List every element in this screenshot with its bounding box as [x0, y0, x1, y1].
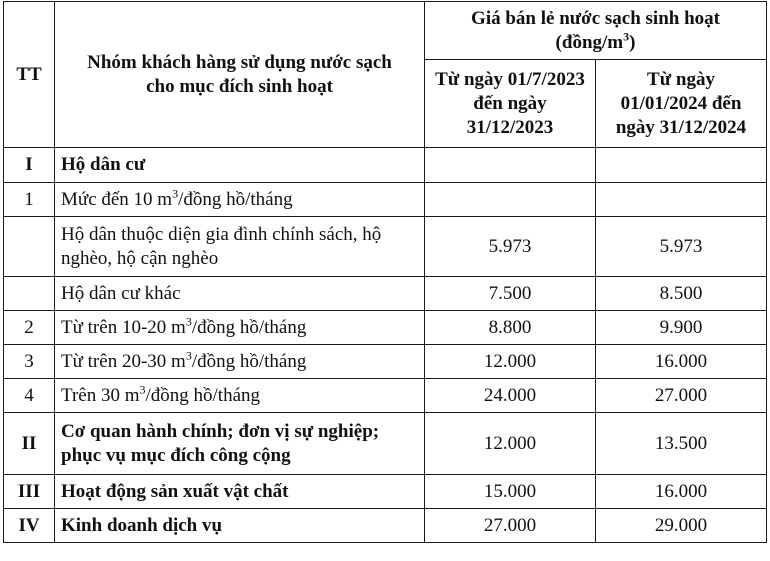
- row-label: Hộ dân cư: [55, 148, 425, 183]
- table-row: [4, 379, 767, 413]
- row-price-2024: 9.900: [596, 311, 767, 345]
- row-price-2023: 12.000: [425, 413, 596, 475]
- header-price-unit: $(đồng/m^3)$: [555, 29, 636, 53]
- row-price-2023: 7.500: [425, 277, 596, 311]
- row-price-2024: 16.000: [596, 345, 767, 379]
- table-row: [4, 277, 767, 311]
- row-price-2024: 8.500: [596, 277, 767, 311]
- row-tt: III: [4, 475, 55, 509]
- row-price-2024: 16.000: [596, 475, 767, 509]
- row-tt: [4, 217, 55, 277]
- row-price-2024: 29.000: [596, 509, 767, 543]
- header-price-title: Giá bán lẻ nước sạch sinh hoạt: [471, 7, 720, 29]
- row-price-2023: 27.000: [425, 509, 596, 543]
- row-price-2023: [425, 183, 596, 217]
- header-period-2023: Từ ngày 01/7/2023 đến ngày 31/12/2023: [425, 60, 596, 148]
- row-label: Hộ dân thuộc diện gia đình chính sách, hộ nghèo, hộ cận nghèo: [55, 217, 425, 277]
- row-label: Kinh doanh dịch vụ: [55, 509, 425, 543]
- row-tt: [4, 277, 55, 311]
- row-tt: II: [4, 413, 55, 475]
- row-label: Cơ quan hành chính; đơn vị sự nghiệp; phục vụ mục đích công cộng: [55, 413, 425, 475]
- row-label: Từ trên 20-30 $m^3$/đồng hồ/tháng: [55, 345, 425, 379]
- header-period-2024: Từ ngày 01/01/2024 đến ngày 31/12/2024: [596, 60, 767, 148]
- row-tt: IV: [4, 509, 55, 543]
- row-price-2023: 12.000: [425, 345, 596, 379]
- header-customer-group: Nhóm khách hàng sử dụng nước sạch cho mục đích sinh hoạt: [55, 2, 425, 148]
- header-row-1: [4, 2, 767, 60]
- table-row: [4, 413, 767, 475]
- row-tt: 3: [4, 345, 55, 379]
- row-tt: 2: [4, 311, 55, 345]
- row-price-2023: 8.800: [425, 311, 596, 345]
- row-price-2024: 13.500: [596, 413, 767, 475]
- row-label: Từ trên 10-20 $m^3$/đồng hồ/tháng: [55, 311, 425, 345]
- table-row: [4, 217, 767, 277]
- table-row: [4, 509, 767, 543]
- table-row: [4, 311, 767, 345]
- row-price-2023: 5.973: [425, 217, 596, 277]
- row-price-2024: [596, 183, 767, 217]
- header-tt: TT: [4, 2, 55, 148]
- row-tt: I: [4, 148, 55, 183]
- row-price-2023: 24.000: [425, 379, 596, 413]
- row-price-2023: 15.000: [425, 475, 596, 509]
- row-tt: 1: [4, 183, 55, 217]
- table-row: [4, 345, 767, 379]
- row-tt: 4: [4, 379, 55, 413]
- row-price-2024: [596, 148, 767, 183]
- row-price-2024: 5.973: [596, 217, 767, 277]
- row-label: Hộ dân cư khác: [55, 277, 425, 311]
- row-label: Trên 30 $m^3$/đồng hồ/tháng: [55, 379, 425, 413]
- table-row: [4, 475, 767, 509]
- row-price-2023: [425, 148, 596, 183]
- water-price-table: [3, 1, 767, 543]
- row-price-2024: 27.000: [596, 379, 767, 413]
- row-label: Mức đến 10 $m^3$/đồng hồ/tháng: [55, 183, 425, 217]
- table-row: [4, 183, 767, 217]
- row-label: Hoạt động sản xuất vật chất: [55, 475, 425, 509]
- header-price: [425, 2, 767, 60]
- table-row: [4, 148, 767, 183]
